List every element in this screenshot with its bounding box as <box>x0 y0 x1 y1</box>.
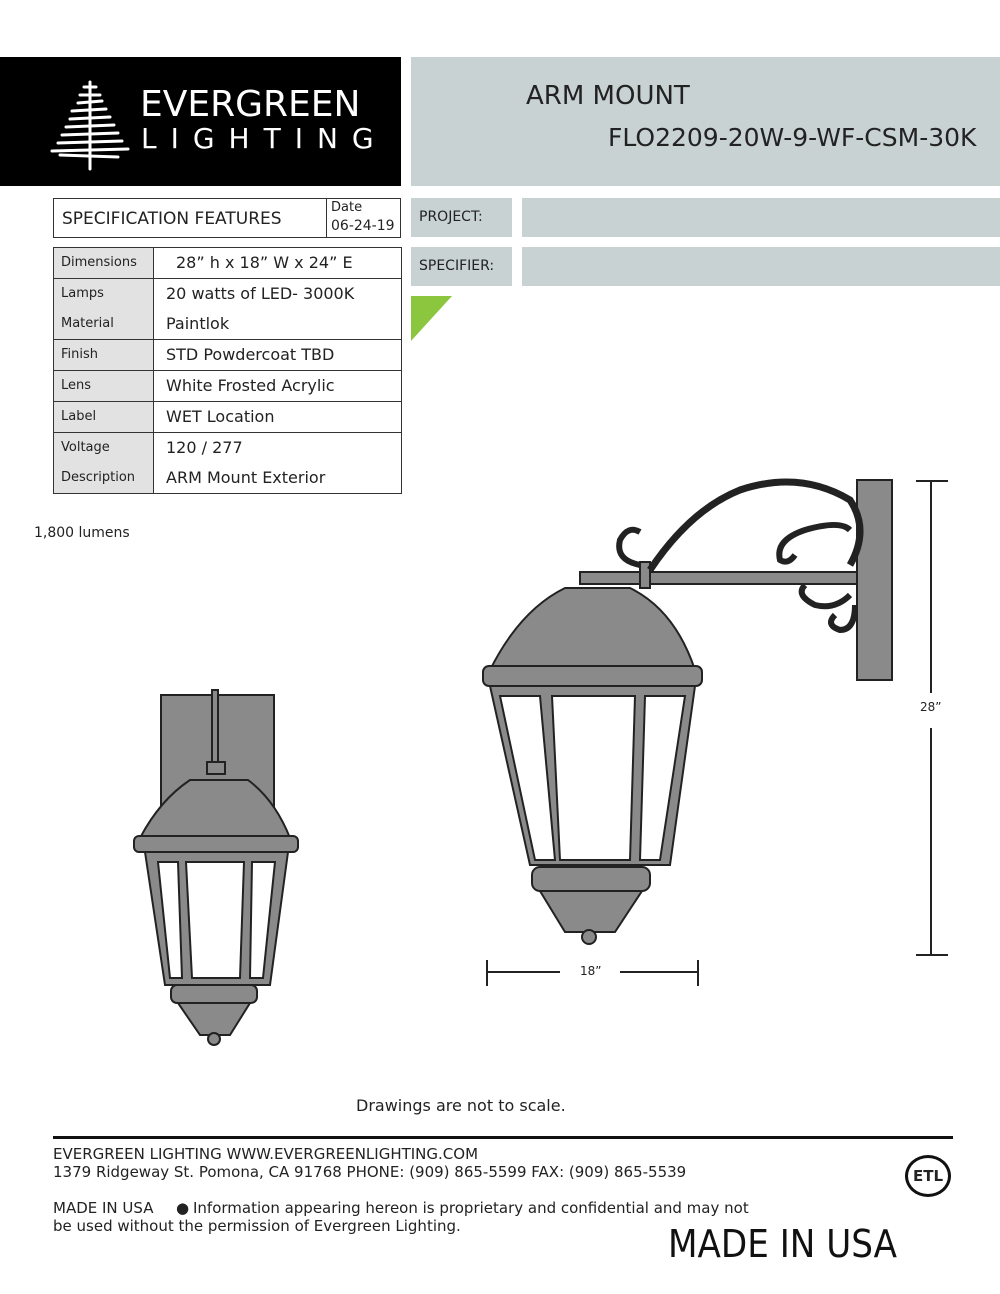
footer-address: 1379 Ridgeway St. Pomona, CA 91768 PHONE: (909) 865-5599 FAX: (909) 865-5539 <box>53 1163 687 1181</box>
date-cell <box>326 199 401 237</box>
width-dimension-label: 18” <box>580 964 602 978</box>
brand-logo <box>0 57 401 186</box>
table-row <box>54 371 402 402</box>
spec-key: Finish <box>61 347 99 362</box>
spec-value: 20 watts of LED- 3000K <box>166 284 355 303</box>
spec-value: WET Location <box>166 407 275 426</box>
spec-header-label: SPECIFICATION FEATURES <box>62 209 282 229</box>
spec-value: ARM Mount Exterior <box>166 468 326 487</box>
spec-key: Label <box>61 409 97 424</box>
spec-value: 28” h x 18” W x 24” E <box>176 253 353 272</box>
specifier-label: SPECIFIER: <box>419 258 495 274</box>
green-corner-accent <box>411 296 453 342</box>
table-row <box>54 402 402 433</box>
etl-certification-icon: ETL <box>905 1155 951 1197</box>
project-label: PROJECT: <box>419 209 483 225</box>
spec-key: Dimensions <box>61 255 137 270</box>
project-label-box <box>411 198 512 237</box>
height-dimension-label: 28” <box>920 700 942 714</box>
spec-key: Material <box>61 316 114 331</box>
spec-value: STD Powdercoat TBD <box>166 345 335 364</box>
spec-value: White Frosted Acrylic <box>166 376 335 395</box>
spec-table <box>53 247 402 494</box>
specifier-field[interactable] <box>522 247 1000 286</box>
project-field[interactable] <box>522 198 1000 237</box>
date-label: Date <box>331 200 363 215</box>
table-row <box>54 279 402 340</box>
dimension-lines <box>480 478 960 988</box>
title-banner <box>411 57 1000 186</box>
spec-value: 120 / 277 <box>166 438 243 457</box>
brand-subname: LIGHTING <box>141 122 388 155</box>
spec-key: Lamps <box>61 286 104 301</box>
table-row <box>54 340 402 371</box>
footer-disclaimer-1: Information appearing hereon is proprietary and confidential and may not <box>193 1199 749 1217</box>
product-type: ARM MOUNT <box>526 81 690 111</box>
brand-name: EVERGREEN <box>140 84 361 125</box>
lumens-text: 1,800 lumens <box>34 525 130 541</box>
made-in-usa-large: MADE IN USA <box>668 1222 898 1266</box>
tree-logo-icon <box>48 77 132 172</box>
spec-key: Lens <box>61 378 92 393</box>
scale-note: Drawings are not to scale. <box>356 1096 566 1115</box>
spec-key: Description <box>61 470 136 485</box>
bullet-icon: ● <box>176 1199 190 1217</box>
footer-made-in-usa: MADE IN USA <box>53 1199 154 1217</box>
spec-header <box>53 198 401 238</box>
date-value: 06-24-19 <box>331 218 395 234</box>
specifier-label-box <box>411 247 512 286</box>
footer-company: EVERGREEN LIGHTING WWW.EVERGREENLIGHTING.COM <box>53 1145 479 1163</box>
spec-value: Paintlok <box>166 314 230 333</box>
table-row <box>54 248 402 279</box>
lantern-front-drawing <box>120 680 320 1050</box>
spec-key: Voltage <box>61 440 110 455</box>
footer-divider <box>53 1136 953 1139</box>
table-row <box>54 433 402 494</box>
footer-disclaimer-2: be used without the permission of Evergreen Lighting. <box>53 1217 461 1235</box>
model-number: FLO2209-20W-9-WF-CSM-30K <box>608 123 977 152</box>
